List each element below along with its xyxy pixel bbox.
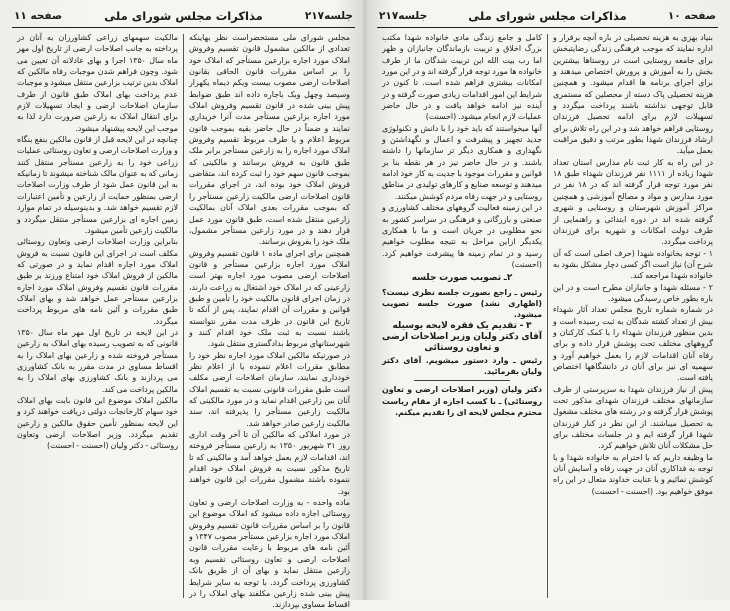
column-right [184, 32, 355, 610]
paragraph: ما وظیفه داریم که با احترام به خانواده شهدا و با توجه به فداکاری آنان در جهت رفاه و آسایش آنان کوشش نمائیم و با عنایت خداوند متعال در این راه موفق خواهیم بود. (احسنت - احسنت) [553, 452, 713, 496]
paragraph: ماده واحده - به وزارت اصلاحات ارضی و تعاون روستائی اجازه داده میشود که املاک موضوع این قانون را بر اساس مقررات قانون تقسیم وفروش املاک مورد اجاره بزارعین مستأجر مصوب ۱۳۴۷ و آئین نامه های مربوط با رعایت مقررات قانون اصلاحات ارضی و تعاون روستائی تقسیم وبه زارعین منتقل نماید و بهای آن از طریق بانک کشاورزی پرداخت گردد. با توجه به سایر شرایط پیش بینی شده زارعین مکلفند بهای املاک را در اقساط مساوی بپردازند. [189, 498, 350, 610]
paragraph: کامل و جامع زندگی مادی خانواده شهدا مکتب بزرگ اخلاق و تربیت بازماندگان جانبازان و ظهر اما رب بیت الله این تربیت شدگان ما از طرف خانواده ها مورد توجه قرار گرفته اند و در این مورد امکانات بیشتری فراهم شده است. تا کنون در شرایط این امور اقدامات زیادی صورت گرفته و در آینده نیز ادامه خواهد یافت و در حال حاضر عملیات لازم انجام میشود. (احسنت) [382, 33, 542, 122]
paragraph: در صورتیکه مالکین املاک مورد اجاره نظر خود را مطابق مقررات اعلام ننموده یا از اعلام نظر خودداری نمایند، سازمان اصلاحات ارضی مکلف است طبق مقررات قانونی نسبت به تقسیم املاک آنان بین زارعین اقدام نماید و در مورد مالکینی که مالکیت زارعین مستأجر را پذیرفته اند، سند مالکیت زارعین صادر خواهد شد. [189, 350, 350, 428]
separator-rule [414, 380, 510, 381]
paragraph: در مورد املاکی که مالکین آن تا آخر وقت اداری روز ۳۱ شهریور ۱۳۵۰ به زارعین مستأجر فروخته اند، اقدامات لازم بعمل خواهد آمد و مالکینی که تا تاریخ مذکور نسبت به فروش املاک خود اقدام ننموده باشند مشمول مقررات این قانون خواهند بود. [189, 430, 350, 496]
column-left [377, 32, 547, 598]
session-number: جلسه۲۱۷ [304, 10, 353, 22]
paragraph: در این لایحه در تاریخ اول مهر ماه سال ۱۳۵۰ قانونی که به تصویب رسیده بهای املاک به زارعین مستأجر فروخته شده و زارعین بهای املاک را به اقساط مساوی در مدت مقرر به بانک کشاورزی می پردازند و بانک کشاورزی بهای املاک را به مالکین پرداخت می کند. [17, 327, 178, 394]
column-left [12, 32, 183, 598]
speaker-paragraph: دکتر ولیان (وزیر اصلاحات ارضی و تعاون روستائی) ـ با کسب اجازه از مقام ریاست محترم مجلس لایحه ای را تقدیم میکنم. [382, 385, 542, 417]
section-heading: ۲ـ تصویب صورت جلسه [411, 273, 513, 284]
agenda-item-heading: ۳ - تقدیم یک فقره لایحه بوسیله آقای دکتر ولیان وزیر اصلاحات ارضی و تعاون روستائی [382, 320, 542, 354]
paragraph: در این راه به کار ثبت نام مدارس استان تعداد شهدا زیاده از ۱۱۱۱ نفر فرزندان شهداء طبق ۱۸ نفر مورد توجه قرار گرفته اند که در ۱۸ نفر در مورد مدارس و مواد و مصالح آموزشی و همچنین مراکز آموزش شهرستان و روستایی و شهری گرفته شده اند در دوره ابتدائی و راهنمایی از طرف دولت امکانات و شهریه برای فرزندان پرداخت میگردد. [553, 157, 713, 247]
paragraph: ۱ - توجه بخانواده شهدا (حرف اصلی است که آن شرح آن) نیاز است اگر کسی دچار مشکل بشود به خانواده شهدا مراجعه کند. [553, 248, 713, 281]
column-divider [183, 34, 184, 598]
paragraph: بنیاد بهزی به هزینه تحصیلی در باره آنچه برقرار و اداره نمایند که موجب فرهنگی زندگی رضایتبخش برای جامعه روستایی است در روستاها بیشترین بخش را به آموزش و پرورش اختصاص میدهند و برای اجرای برنامه ها اقدام میشود. و همچنین هزینه تحصیلی پاک دسته از محصلین که مستمری قابل توجهی نداشته باشند پرداخت میگردد و تسهیلات لازم برای ادامه تحصیل فرزندان روستایی فراهم خواهد شد و در این راه تلاش برای ارشاد فرزندان شهدا بطور مرتب و دقیق مراقبت بعمل میآید. [553, 33, 713, 156]
column-right [548, 32, 718, 598]
paragraph: آنها میخواستند که باید خود را با دانش و تکنولوژی جدید تجهیز و پیشرفت و اعمال و نگهداشتن و نگهداری و همکاری دیگر تر سازمانها را داشته باشند. و در حال حاضر نیز در هر نقطه بنا بر قوانین و مقررات موجود با جدیت به کار خود ادامه میدهند و توسعه صنایع و کارهای تولیدی در مناطق روستایی و در جهت رفاه مردم کوشش میکنند. [382, 123, 542, 201]
paragraph: مالکین املاک موضوع این قانون بابت بهای املاک خود سهام کارخانجات دولتی دریافت خواهند کرد و این لایحه بمنظور تأمین حقوق مالکین و زارعین تقدیم میگردد. وزیر اصلاحات ارضی وتعاون روستائی - دکتر ولیان (احسنت - احسنت) [17, 396, 178, 451]
paragraph: در شماره شماره تاریخ مجلس تعداد آثار شهداء بیش از تعداد کشته شدگان به ثبت رسیده است و بدین منظور فرزندان شهداء را با کمک کارکنان و گروههای مختلف تحت پوشش قرار داده و برای رفاه آنان اقدامات لازم را بعمل خواهیم آورد و سهمیه ای نیز برای آنان در دانشگاهها اختصاص یافته است. [553, 305, 713, 383]
header-title: مذاکرات مجلس شورای ملی [104, 9, 263, 23]
paragraph: مالکیت سهمهای زراعی کشاورزان به آنان در پرداخته به جانب اصلاحات ارضی از تاریخ اول مهر ماه سال ۱۳۵۰ اجرا و بهای عادلانه آن تعیین می شود. وچون فراهم شدن موجبات رفاه مالکین که املاک بدین ترتیب بزارعین منتقل میشود و موجبات عدم پرداخت بهای املاک طبق قانون از طرف سازمان اصلاحات ارضی و ایجاد تسهیلات لازم برای انتقال املاک به زارعین ضرورت دارد لذا به موجب این لایحه پیشنهاد میشود. [17, 33, 179, 133]
text-columns [377, 32, 718, 598]
page-11 [0, 0, 365, 610]
page-10 [365, 0, 730, 600]
paragraph: بنابراین وزارت اصلاحات ارضی وتعاون روستائی مکلف است در اجرای این قانون نسبت به فروش املاک مورد اجاره اقدام نماید و در صورتی که مالکین از فروش املاک خود امتناع ورزند بر طبق مقررات قانون تقسیم وفروش املاک مورد اجاره بزارعین مستأجر عمل خواهد شد و بهای املاک طبق مقررات و آئین نامه های مربوط پرداخت میگردد. [17, 237, 178, 326]
page-header [12, 6, 355, 28]
paragraph: مجلس شورای ملی مستحضراست نظر بهاینکه تعدادی از مالکین مشمول قانون تقسیم وفروش املاک مورد اجاره بزارعین مستأجر که املاک خود را بر اساس مقررات قانون الحاقی بقانون اصلاحات ارضی مصوب بیست ویکم دیماه یکهزار وسیصد وچهل ویک باجاره داده اند طبق ضوابط پیش بینی شده در قانون تقسیم وفروش املاک مورد اجاره بزارعین مستأجر مدت آنرا خریداری نمایند و ضمناً در حال حاضر بقیه بموجب قانون مربوط اعلام و یا طرف مربوط تقسیم وفروش املاک مورد اجاره را به زارعین مستأجر برابر ملک طبق قانون به فروش برسانند و مالکینی که بموجب قانون سهم خود را ثبت کرده اند، متقاضی فروش املاک خود بوده اند، در اجرای مقررات قانون اصلاحات ارضی مالکیت زارعین مستأجر را که بموجب مقررات بعدی املاک آنان بمالکیت زارعین منتقل شده است، طبق قانون مورد عمل قرار دهند و در مورد زارعین مستأجر مشمول، ملک خود را بفروش برسانند. [189, 33, 350, 247]
page-number: صفحه ۱۰ [667, 10, 716, 22]
page-number: صفحه ۱۱ [14, 10, 63, 22]
speaker-paragraph: رئیس ـ راجع بصورت جلسه نظری نیست؟ (اظهاری نشد) صورت جلسه تصویب میشود. [382, 287, 542, 320]
session-number: جلسه۲۱۷ [379, 10, 428, 22]
page-header [377, 6, 718, 28]
paragraph: ۲ - مسئله شهدا و جانبازان مطرح است و در این باره بطور خاص رسیدگی میشود. [553, 282, 713, 303]
header-title: مذاکرات مجلس شورای ملی [468, 9, 627, 23]
paragraph: چنانچه در این لایحه قبل از قانون مالکین بنفع بنگاه و وزارت اصلاحات ارضی و تعاون روستائی عملیات زراعی خود را به زارعین مستأجر منتقل کنند زمانی که به عنوان مالک شناخته میشوند تا زمانیکه به این قانون عمل شود از طرف وزارت اصلاحات ارضی بمنظور حمایت از زارعین و تأمین اعتبارات لازم تقسیم خواهد شد. و بدینوسیله در تمام موارد زمین اجاره ای بزارعین مستأجر منتقل میگردد و مالکیت زارعین تأمین میشود. [17, 135, 178, 235]
paragraph: همچنین برای اجرای ماده ۱ قانون تقسیم وفروش املاک مورد اجاره بزارعین مستأجر و قانون اصلاحات ارضی مصوب مورد اجاره بهتر است زارعینی که در املاک خود اشتغال به زراعت دارند، در زمان اجرای قانون مالکیت خود را تأمین و طبق قوانین و مقررات آن اقدام نمایند، پس از آنکه تا تاریخ این قانون در ظرف مدت مقرر نتوانسته باشند نسبت به ثبت ملک خود اقدام کنند و شهرستانهای مربوط بدادگستری منتقل شود. [189, 248, 350, 349]
text-columns [12, 32, 355, 610]
paragraph: در این زمینه فعالیت گروههای مختلف کشاورزی و صنعتی و بازرگانی و فرهنگی در سراسر کشور به نحو مطلوبی در جریان است و ما با همکاری یکدیگر ازاین مراحل به نتیجه مطلوب خواهیم رسید و در تمام زمینه ها پیشرفت خواهیم کرد. (احسنت) [382, 203, 542, 269]
column-divider [547, 34, 548, 598]
paragraph: پیش از نیاز فرزندان شهدا به سرپرستی از طرف سازمانهای مختلف فرزندان شهدای مذکور تحت پوشش قرار گرفته و در رشته های مختلف مشغول به تحصیل میباشند. از این نظر در کنار فرزندان شهدا قرار گرفته ایم و در جلسات مختلف برای حل مشکلات آنان تلاش خواهیم کرد. [553, 384, 713, 451]
speaker-paragraph: رئیس ـ وارد دستور میشویم. آقای دکتر ولیان بفرمائید. [382, 355, 542, 376]
